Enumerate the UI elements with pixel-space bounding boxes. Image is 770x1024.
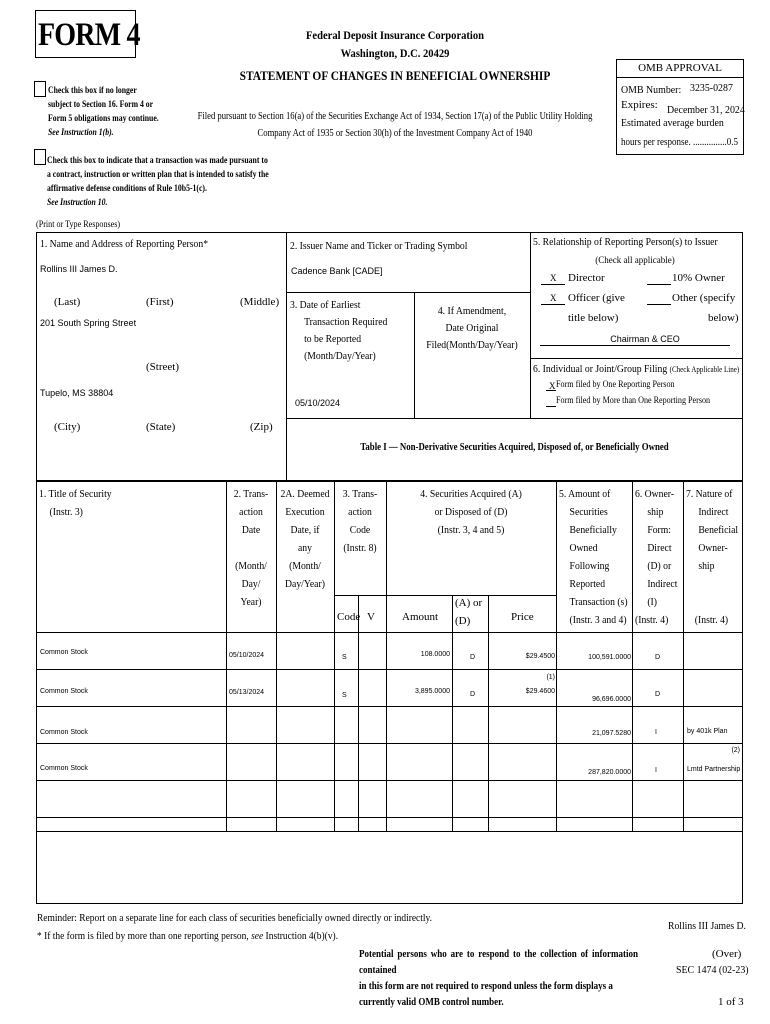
box6-label: 6. Individual or Joint/Group Filing (Check Applicable Line) bbox=[533, 363, 740, 375]
row3-form: I bbox=[655, 729, 657, 736]
row2-owned: 96,696.0000 bbox=[592, 696, 631, 703]
issuer-name[interactable]: Cadence Bank [CADE] bbox=[291, 266, 383, 276]
row2-amount: 3,895.0000 bbox=[414, 688, 450, 695]
sub-v: V bbox=[367, 611, 375, 623]
omb-expires-label: Expires: bbox=[621, 99, 658, 111]
row4-nature-footnote: (2) bbox=[731, 747, 740, 754]
row4-form: I bbox=[655, 767, 657, 774]
potential-persons: Potential persons who are to respond to the collection of information contained in this form are not required to respond unless the form displays a currently valid OMB control number. bbox=[359, 949, 638, 1008]
earliest-transaction-date[interactable]: 05/10/2024 bbox=[295, 398, 341, 408]
row1-amount: 108.0000 bbox=[420, 651, 450, 658]
city-state-zip[interactable]: Tupelo, MS 38804 bbox=[40, 388, 114, 398]
row2-price: $29.4600 bbox=[525, 688, 555, 695]
director-label: Director bbox=[568, 272, 605, 284]
state-label: (State) bbox=[146, 421, 176, 433]
col1-header: 1. Title of Security (Instr. 3) bbox=[39, 488, 112, 518]
agency-city: Washington, D.C. 20429 bbox=[340, 46, 450, 60]
sub-code: Code bbox=[337, 611, 361, 623]
other-label: Other (specify bbox=[672, 292, 736, 304]
col6-header: 6. Owner- ship Form: Direct (D) or Indirect (I) (Instr. 4) bbox=[635, 488, 678, 626]
row1-code: S bbox=[342, 654, 347, 661]
col5-header: 5. Amount of Securities Beneficially Owned Following Reported Transaction (s) (Instr. 3 and 4) bbox=[559, 488, 628, 626]
one-person-mark[interactable]: X bbox=[549, 381, 556, 391]
row1-form: D bbox=[655, 654, 661, 661]
box5-label: 5. Relationship of Reporting Person(s) to Issuer bbox=[533, 236, 718, 248]
city-label: (City) bbox=[54, 421, 81, 433]
row3-owned: 21,097.5280 bbox=[592, 730, 631, 737]
row1-date: 05/10/2024 bbox=[229, 652, 265, 659]
row4-title: Common Stock bbox=[40, 765, 88, 772]
middle-label: (Middle) bbox=[240, 296, 280, 308]
officer-label: Officer (give bbox=[568, 292, 625, 304]
section16-text: Check this box if no longer subject to Section 16. Form 4 or Form 5 obligations may continue. See Instruction 1(b). bbox=[48, 85, 159, 137]
one-person-label: Form filed by One Reporting Person bbox=[556, 379, 675, 389]
filed-pursuant-2: Company Act of 1935 or Section 30(h) of the Investment Company Act of 1940 bbox=[257, 128, 533, 139]
row4-owned: 287,820.0000 bbox=[588, 769, 631, 776]
street-address[interactable]: 201 South Spring Street bbox=[40, 318, 137, 328]
reminder: Reminder: Report on a separate line for each class of securities beneficially owned directly or indirectly. bbox=[37, 912, 432, 924]
row4-nature: Lmtd Partnership bbox=[687, 766, 741, 773]
row2-code: S bbox=[342, 692, 347, 699]
col3-header: 3. Trans- action Code (Instr. 8) bbox=[342, 488, 378, 554]
row1-ad: D bbox=[470, 654, 476, 661]
row2-form: D bbox=[655, 691, 661, 698]
check-all-applicable: (Check all applicable) bbox=[595, 255, 675, 265]
table1-title: Table I — Non-Derivative Securities Acquired, Disposed of, or Beneficially Owned bbox=[360, 442, 669, 453]
street-label: (Street) bbox=[146, 361, 179, 373]
col4-header: 4. Securities Acquired (A) or Disposed of (D) (Instr. 3, 4 and 5) bbox=[420, 488, 522, 536]
col2-header: 2. Trans- action Date (Month/ Day/ Year) bbox=[233, 488, 269, 608]
page-number: 1 of 3 bbox=[718, 996, 744, 1008]
rule10b5-text: Check this box to indicate that a transaction was made pursuant to a contract, instruction or written plan that is intended to satisfy the affirmative defense conditions of Rule 10b5-1(c). See Instruction 10. bbox=[47, 155, 269, 207]
agency-name: Federal Deposit Insurance Corporation bbox=[305, 28, 485, 42]
omb-header: OMB APPROVAL bbox=[638, 62, 722, 74]
filed-pursuant-1: Filed pursuant to Section 16(a) of the Securities Exchange Act of 1934, Section 17(a) of the Public Utility Holding bbox=[197, 111, 593, 122]
other-label-2: below) bbox=[708, 312, 739, 324]
omb-burden-2: hours per response. ...............0.5 bbox=[621, 137, 738, 148]
director-mark[interactable]: X bbox=[550, 273, 557, 283]
row2-title: Common Stock bbox=[40, 688, 88, 695]
omb-number-label: OMB Number: bbox=[621, 84, 682, 96]
omb-expires-value: December 31, 2024 bbox=[667, 104, 745, 116]
zip-label: (Zip) bbox=[250, 421, 273, 433]
form-title: FORM 4 bbox=[38, 17, 140, 53]
print-type: (Print or Type Responses) bbox=[36, 219, 121, 229]
box1-label: 1. Name and Address of Reporting Person* bbox=[40, 238, 209, 250]
col7-header: 7. Nature of Indirect Beneficial Owner- ship (Instr. 4) bbox=[686, 488, 739, 626]
footnote-multiple-persons: * If the form is filed by more than one reporting person, see Instruction 4(b)(v). bbox=[37, 930, 339, 942]
box3-label: 3. Date of Earliest Transaction Required to be Reported (Month/Day/Year) bbox=[290, 299, 388, 362]
row1-price: $29.4500 bbox=[525, 653, 555, 660]
box2-label: 2. Issuer Name and Ticker or Trading Symbol bbox=[290, 240, 468, 252]
last-label: (Last) bbox=[54, 296, 81, 308]
col2a-header: 2A. Deemed Execution Date, if any (Month/ Day/Year) bbox=[280, 488, 330, 590]
row3-title: Common Stock bbox=[40, 729, 88, 736]
box4-label: 4. If Amendment, Date Original Filed(Month/Day/Year) bbox=[426, 305, 518, 351]
sub-price: Price bbox=[511, 611, 534, 623]
ten-pct-owner-label: 10% Owner bbox=[672, 272, 725, 284]
row1-owned: 100,591.0000 bbox=[588, 654, 631, 661]
sub-amount: Amount bbox=[402, 611, 439, 623]
rule10b5-checkbox[interactable] bbox=[34, 149, 46, 165]
statement-title: STATEMENT OF CHANGES IN BENEFICIAL OWNERSHIP bbox=[239, 68, 551, 83]
row1-title: Common Stock bbox=[40, 649, 88, 656]
row2-price-footnote: (1) bbox=[546, 674, 555, 681]
row3-nature: by 401k Plan bbox=[687, 728, 728, 735]
section16-checkbox[interactable] bbox=[34, 81, 46, 97]
officer-title[interactable]: Chairman & CEO bbox=[610, 334, 680, 344]
reporting-person-name[interactable]: Rollins III James D. bbox=[40, 264, 118, 274]
officer-label-2: title below) bbox=[568, 312, 619, 324]
row2-date: 05/13/2024 bbox=[229, 689, 265, 696]
more-persons-label: Form filed by More than One Reporting Person bbox=[556, 395, 711, 405]
first-label: (First) bbox=[146, 296, 174, 308]
row2-ad: D bbox=[470, 691, 476, 698]
omb-number-value: 3235-0287 bbox=[690, 82, 733, 94]
omb-burden-1: Estimated average burden bbox=[621, 117, 724, 129]
over-label: (Over) bbox=[712, 948, 742, 960]
officer-mark[interactable]: X bbox=[550, 293, 557, 303]
sub-a-or-d: (A) or (D) bbox=[455, 597, 483, 627]
sec-number: SEC 1474 (02-23) bbox=[676, 964, 749, 976]
reporter-footer: Rollins III James D. bbox=[668, 920, 746, 932]
